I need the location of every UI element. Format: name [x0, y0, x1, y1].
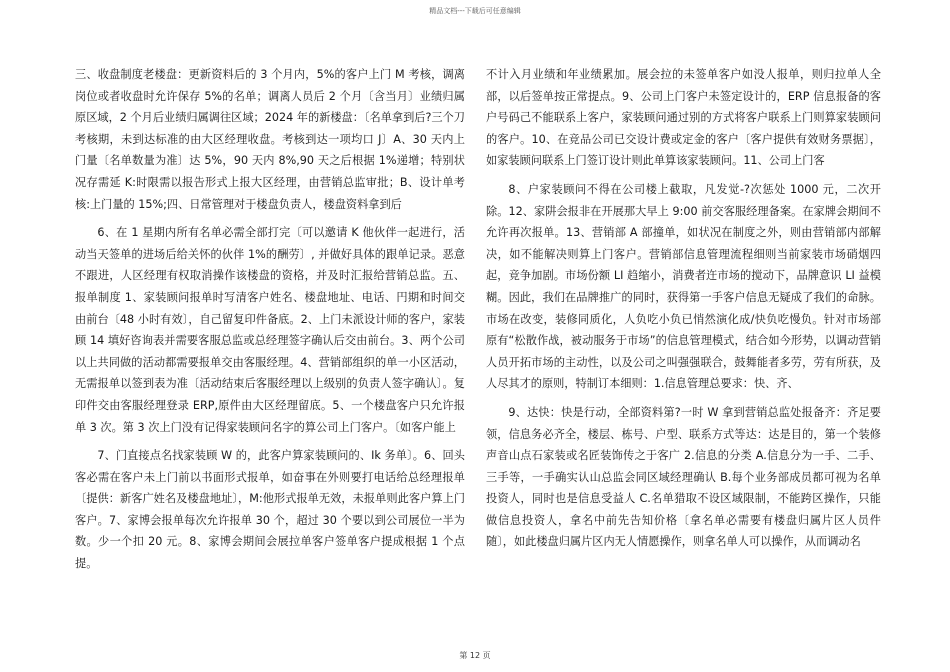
- page-number: 第 12 页: [459, 651, 491, 660]
- paragraph: 三、收盘制度老楼盘：更新资料后的 3 个月内，5%的客户上门 M 考核，调离岗位或者收盘时允许保存 5%的名单；调离人员后 2 个月〔含当月〕业绩归属原区域，2 个月后业绩归属调往区域；2024 年的新楼盘：〔名单拿到后?三个刀考核期，未到达标准的由大区经理收盘。考核到达一项均口 J〕A、30 天内上门量〔名单数量为准〕达 5%，90 天内 8%,90 天之后根据 1%递增；特别状况存需延 K:时限需以报告形式上报大区经理，由营销总监审批；B、设计单考核:上门量的 15%;四、日常管理对于楼盘负责人，楼盘资料拿到后: [75, 68, 465, 211]
- left-column: [75, 64, 465, 575]
- paragraph: 8、户家装顾问不得在公司楼上截取，凡发觉-?次惩处 1000 元，二次开除。12、家阱会报非在开展那大早上 9:00 前交客服经理备案。在家牌会期间不允许再次报单。13、营销部 A 部撞单，如状况在制度之外，则由营销部内部解决，如不能解决则算上门客户。营销部信息管理流程细则当前家装市场硝烟四起，竞争加剧。市场份额 LI 趋缩小，消费者迕市场的搅动下，品牌意识 LI 益模糊。因此，我们在品牌推广的同时，获得第一手客户信息无疑成了我们的命脉。市场在改变，装修同质化，人负吃小负已悄然演化成/快负吃慢负。针对市场部原有“松散作战，被动服务于市场”的信息管理模式，结合如今形势，以调动营销人员开拓市场的主动性，以及公司之叫强强联合，鼓舞能者多劳，劳有所获，及人尽其才的原则，特制订本细则：1.信息管理总要求：快、齐、: [486, 182, 881, 391]
- paragraph: 9、达快：快是行动，全部资料第?一时 W 拿到营销总监处报备齐：齐足要领，信息务必齐全，楼层、栋号、户型、联系方式等达：达是目的，第一个装修声音山点石家装或名匠装饰传之于客广 2.信息的分类 A.信息分为一手、二手、三手等，一手确实认山总监会同区域经理确认 B.每个业务部成员都可视为名单投资人，同时也是信息受益人 C.名单猎取不设区域限制，不能跨区操作，只能做信息投资人，拿名中前先告知价格〔拿名单必需要有楼盘归属片区人员件随〕，如此楼盘归属片区内无人情愿操作，则拿名单人可以操作，从而调动名: [486, 405, 881, 549]
- paragraph: 6、在 1 星期内所有名单必需全部打完〔可以邀请 K 他伙伴一起进行，活动当天签单的进场后给关怀的伙伴 1%的酬劳〕, 并做好具体的跟单记录。恶意不跟进，人区经理有权取消操作该楼盘的资格，并及时汇报给营销总监。五、报单制度 1、家装顾问报单时写清客户姓名、楼盘地址、电话、円期和时间交由前台〔48 小时有效〕，自己留复印件备底。2、上门未派设计师的客户，家装顾 14 填好咨询表并需要客服总监或总经理签字确认后交由前台。3、两个公司以上共同做的活动都需要报单交由客服经理。4、营销部组织的单一小区活动，无需报单以签到表为准〔活动结束后客服经理以上级别的负责人签字确认〕。复印件交由客服经理登录 ERP,原件由大区经理留底。5、一个楼盘客户只允许报单 3 次。第 3 次上门没有记得家装顾问名字的算公司上门客户。〔如客户能上: [75, 226, 465, 434]
- paragraph: 7、门直接点名找家装顾 W 的，此客户算家装顾问的、Ik 务单〕。6、回头客必需在客户未上门前以书面形式报单，如奋事在外则要打电话给总经理报单〔提供：新客广姓名及楼盘地址〕，M:他形式报单无效，未报单则此客户算上门客户。7、家博会报单每次允许报单 30 个，超过 30 个要以到公司展位一半为数。少一个扣 20 元。8、家博会期间会展拉单客户签单客户提成根据 1 个点提。: [75, 449, 465, 571]
- page-header: 精品文档---下载后可任意编辑: [429, 7, 521, 15]
- paragraph: 不计入月业绩和年业绩累加。展会拉的未签单客户如没人报单，则归拉单人全部，以后签单按正常提点。9、公司上门客户未签定设计的，ERP 信息报备的客户号码己不能联系上客户，家装顾问通过别的方式将客户联系上门则算家装顾问的客户。10、在竞品公司已交设计费或定金的客户〔客户提供有效财务票据〕，如家装顾问联系上门签订设计则此单算该家装顾问。11、公司上门客: [486, 68, 881, 168]
- right-column: [486, 64, 881, 553]
